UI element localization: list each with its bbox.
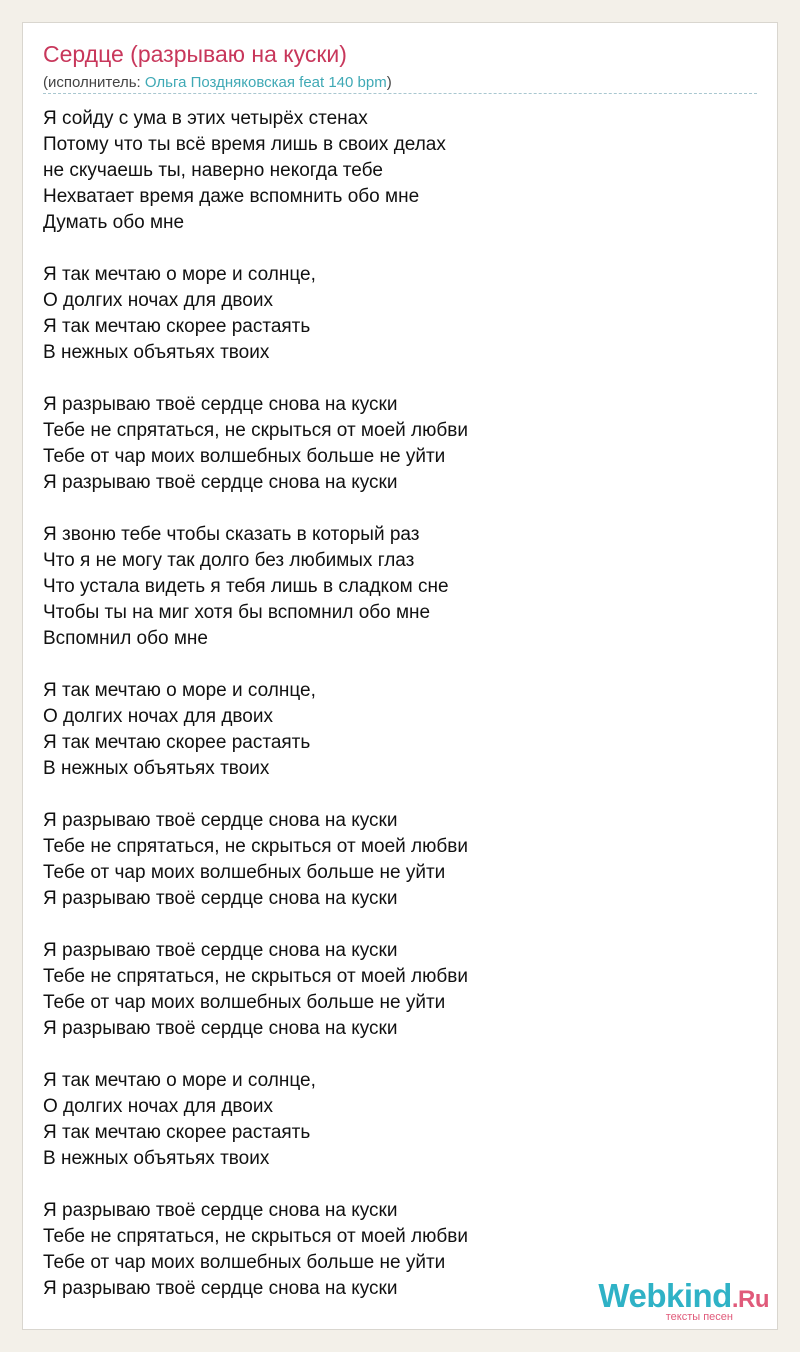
lyrics-line: О долгих ночах для двоих: [43, 706, 273, 727]
lyrics-stanza: [43, 938, 468, 1042]
logo-tagline: тексты песен: [665, 1311, 733, 1323]
lyrics-line: Я разрываю твоё сердце снова на куски: [43, 1278, 398, 1299]
lyrics-line: О долгих ночах для двоих: [43, 1096, 273, 1117]
lyrics-line: Я звоню тебе чтобы сказать в который раз: [43, 524, 420, 545]
lyrics-stanza: [43, 1068, 468, 1172]
lyrics-line: Нехватает время даже вспомнить обо мне: [43, 186, 420, 207]
logo-main-text: Webkind: [598, 1277, 732, 1314]
lyrics-line: Думать обо мне: [43, 212, 185, 233]
lyrics-line: Я разрываю твоё сердце снова на куски: [43, 472, 398, 493]
lyrics-line: Тебе от чар моих волшебных больше не уйти: [43, 446, 446, 467]
lyrics-line: не скучаешь ты, наверно некогда тебе: [43, 160, 383, 181]
lyrics-stanza: [43, 392, 468, 496]
lyrics-line: Тебе от чар моих волшебных больше не уйти: [43, 862, 446, 883]
lyrics-stanza: [43, 106, 468, 236]
lyrics-line: Я разрываю твоё сердце снова на куски: [43, 810, 398, 831]
lyrics-line: Тебе не спрятаться, не скрыться от моей любви: [43, 966, 468, 987]
song-title: Сердце (разрываю на куски): [43, 41, 347, 67]
lyrics-line: Что я не могу так долго без любимых глаз: [43, 550, 415, 571]
performer-link[interactable]: Ольга Поздняковская feat 140 bpm: [144, 74, 387, 91]
lyrics-line: Тебе от чар моих волшебных больше не уйти: [43, 992, 446, 1013]
lyrics-line: Я так мечтаю скорее растаять: [43, 1122, 311, 1143]
lyrics-line: Я так мечтаю скорее растаять: [43, 316, 311, 337]
lyrics-line: Я сойду с ума в этих четырёх стенах: [43, 108, 368, 129]
lyrics-line: Потому что ты всё время лишь в своих делах: [43, 134, 446, 155]
lyrics-line: Тебе не спрятаться, не скрыться от моей любви: [43, 1226, 468, 1247]
lyrics-line: Тебе не спрятаться, не скрыться от моей любви: [43, 420, 468, 441]
lyrics-stanza: [43, 262, 468, 366]
lyrics-line: Я разрываю твоё сердце снова на куски: [43, 1018, 398, 1039]
lyrics-line: Тебе не спрятаться, не скрыться от моей любви: [43, 836, 468, 857]
lyrics-line: В нежных объятьях твоих: [43, 342, 270, 363]
site-logo[interactable]: [598, 1279, 769, 1323]
lyrics-line: Я так мечтаю о море и солнце,: [43, 264, 316, 285]
lyrics-line: Вспомнил обо мне: [43, 628, 208, 649]
lyrics-line: Я разрываю твоё сердце снова на куски: [43, 394, 398, 415]
lyrics-stanza: [43, 678, 468, 782]
lyrics-line: Тебе от чар моих волшебных больше не уйти: [43, 1252, 446, 1273]
lyrics-line: Что устала видеть я тебя лишь в сладком сне: [43, 576, 449, 597]
lyrics-line: Я так мечтаю скорее растаять: [43, 732, 311, 753]
lyrics-line: Я так мечтаю о море и солнце,: [43, 1070, 316, 1091]
lyrics-text: [43, 106, 468, 1328]
performer-prefix: (исполнитель:: [43, 74, 145, 91]
lyrics-stanza: [43, 522, 468, 652]
lyrics-card: [22, 22, 778, 1330]
title-divider: [43, 93, 757, 94]
logo-tld-text: .Ru: [731, 1286, 769, 1313]
lyrics-line: В нежных объятьях твоих: [43, 1148, 270, 1169]
lyrics-line: О долгих ночах для двоих: [43, 290, 273, 311]
lyrics-line: Чтобы ты на миг хотя бы вспомнил обо мне: [43, 602, 431, 623]
performer-line: [43, 74, 392, 91]
lyrics-line: Я так мечтаю о море и солнце,: [43, 680, 316, 701]
lyrics-line: Я разрываю твоё сердце снова на куски: [43, 940, 398, 961]
lyrics-stanza: [43, 808, 468, 912]
lyrics-line: Я разрываю твоё сердце снова на куски: [43, 1200, 398, 1221]
lyrics-line: Я разрываю твоё сердце снова на куски: [43, 888, 398, 909]
lyrics-stanza: [43, 1198, 468, 1302]
performer-suffix: ): [386, 74, 392, 91]
lyrics-line: В нежных объятьях твоих: [43, 758, 270, 779]
